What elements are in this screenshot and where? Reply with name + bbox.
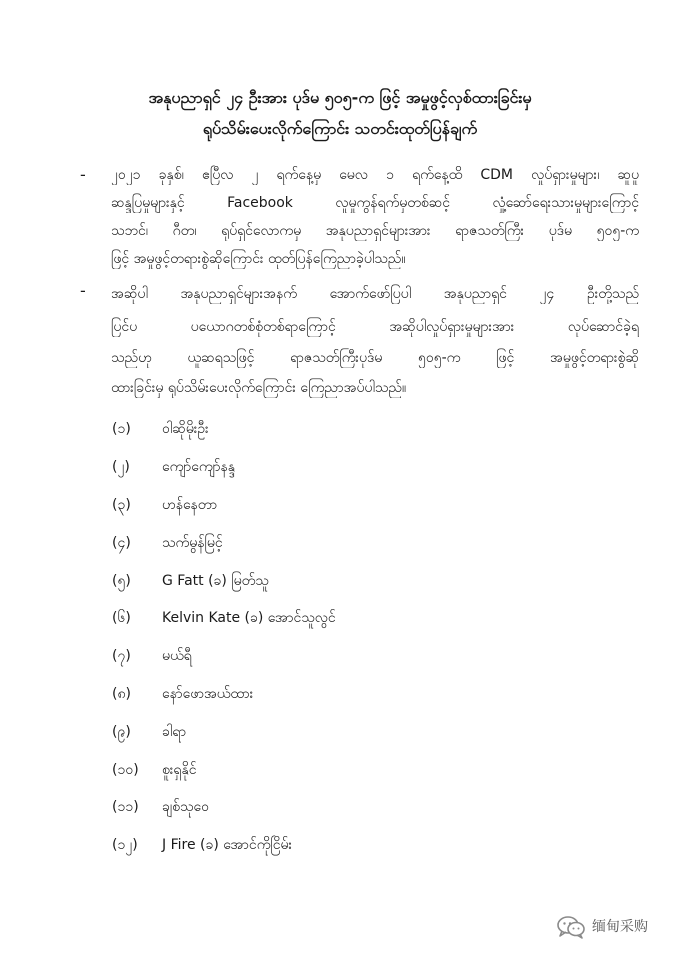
list-item — [112, 532, 612, 554]
paragraph-1-bullet: - — [80, 165, 86, 184]
list-item — [112, 796, 612, 818]
list-item-number: (၈) — [112, 686, 131, 702]
list-item-number: (၉) — [112, 724, 131, 740]
paragraph-1-line-3: သဘင်၊ ဂီတ၊ ရုပ်ရှင်လောကမှ အနုပညာရှင်များအား ရာဇသတ်ကြီး ပုဒ်မ ၅၀၅-က — [111, 223, 639, 239]
list-item — [112, 456, 612, 478]
list-item-name: မယ်ရီ — [162, 648, 192, 664]
paragraph-2-line-3: သည်ဟု ယူဆရသဖြင့် ရာဇသတ်ကြီးပုဒ်မ ၅၀၅-က ဖြင့် အမှုဖွင့်တရားစွဲဆို — [111, 350, 639, 366]
paragraph-1-line-1: ၂၀၂၁ ခုနှစ်၊ ဧပြီလ ၂ ရက်နေ့မှ မေလ ၁ ရက်နေ့ထိ CDM လှုပ်ရှားမှုများ၊ ဆူပူ — [111, 167, 639, 183]
list-item-name: ကျော်ကျော်နန္ဒ — [162, 459, 236, 475]
paragraph-1-line-4: ဖြင့် အမှုဖွင့်တရားစွဲဆိုကြောင်း ထုတ်ပြန်ကြေညာခဲ့ပါသည်။ — [111, 251, 406, 267]
list-item-number: (၁) — [112, 421, 131, 437]
paragraph-2-bullet: - — [80, 281, 86, 300]
list-item-number: (၄) — [112, 535, 131, 551]
list-item-number: (၅) — [112, 573, 131, 589]
list-item-name: ချစ်သုဝေ — [162, 799, 209, 815]
paragraph-2-line-2: ပြင်ပ ပယောဂတစ်စုံတစ်ရာကြောင့် အဆိုပါလှုပ်ရှားမှုများအား လုပ်ဆောင်ခဲ့ရ — [111, 319, 639, 335]
list-item-number: (၁၂) — [112, 837, 138, 853]
list-item-name: သက်မွန်မြင့် — [162, 535, 223, 551]
paragraph-2-line-4: ထားခြင်းမှ ရုပ်သိမ်းပေးလိုက်ကြောင်း ကြေညာအပ်ပါသည်။ — [111, 380, 407, 396]
title-line-1: အနုပညာရှင် ၂၄ ဦးအား ပုဒ်မ ၅၀၅-က ဖြင့် အမှုဖွင့်လှစ်ထားခြင်းမှ — [148, 88, 532, 107]
list-item — [112, 570, 612, 592]
list-item-name: နော်ဖောအယ်ထား — [162, 686, 254, 702]
paragraph-2-line-1: အဆိုပါ အနုပညာရှင်များအနက် အောက်ဖော်ပြပါ အနုပညာရှင် ၂၄ ဦးတို့သည် — [111, 286, 639, 302]
list-item-number: (၃) — [112, 497, 131, 513]
list-item-number: (၆) — [112, 610, 131, 626]
list-item-name: J Fire (ခ) အောင်ကိုငြိမ်း — [162, 837, 293, 853]
list-item-number: (၁၀) — [112, 762, 139, 778]
list-item — [112, 834, 612, 856]
list-item-name: Kelvin Kate (ခ) အောင်သူလွင် — [162, 610, 336, 626]
list-item — [112, 759, 612, 781]
watermark — [556, 912, 674, 942]
list-item — [112, 683, 612, 705]
list-item-name: ဟန်နေတာ — [162, 497, 218, 513]
list-item — [112, 721, 612, 743]
watermark-text: 缅甸采购 — [592, 919, 648, 935]
title-line-2: ရုပ်သိမ်းပေးလိုက်ကြောင်း သတင်းထုတ်ပြန်ချက် — [202, 119, 478, 138]
list-item — [112, 607, 612, 629]
list-item-number: (၂) — [112, 459, 130, 475]
list-item-number: (၇) — [112, 648, 131, 664]
list-item-name: ဝါဆိုမိုးဦး — [162, 421, 209, 437]
list-item-number: (၁၁) — [112, 799, 139, 815]
paragraph-1-line-2: ဆန္ဒပြမှုများနှင့် Facebook လူမှုကွန်ရက်မှတစ်ဆင့် လှုံ့ဆော်ရေးသားမှုများကြောင့် — [111, 195, 639, 211]
list-item-name: စူးရှနိုင် — [162, 762, 197, 778]
list-item — [112, 418, 612, 440]
list-item — [112, 494, 612, 516]
wechat-icon — [556, 914, 586, 940]
list-item-name: ခါရာ — [162, 724, 187, 740]
list-item-name: G Fatt (ခ) မြတ်သူ — [162, 573, 269, 589]
list-item — [112, 645, 612, 667]
